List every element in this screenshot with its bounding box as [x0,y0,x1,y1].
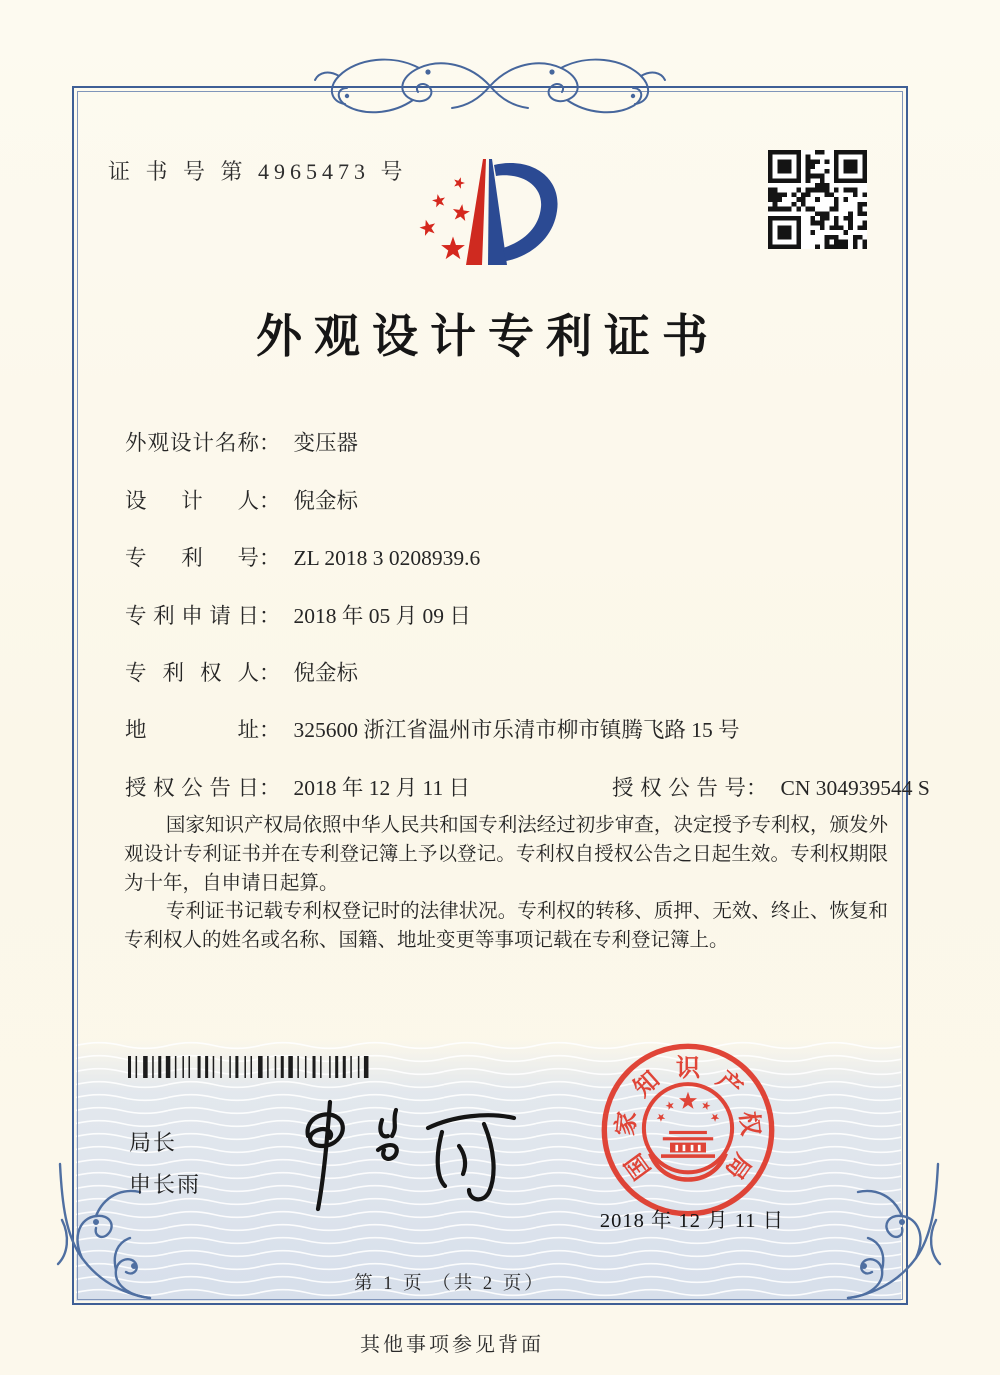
field-value: 2018 年 05 月 09 日 [293,604,471,628]
national-emblem [644,1084,732,1179]
field-row-design-name [125,426,358,457]
legal-paragraph-2: 专利证书记载专利权登记时的法律状况。专利权的转移、质押、无效、终止、恢复和专利权人的姓名或名称、国籍、地址变更等事项记载在专利登记簿上。 [124,901,888,952]
qr-code [768,150,867,249]
barcode [128,1056,373,1078]
field-row-address [125,713,740,744]
svg-text:产: 产 [711,1066,748,1103]
cnipa-red-seal [598,1040,778,1220]
seal-ring-text [612,1055,765,1184]
page-number-info: 第 1 页 （共 2 页） [354,1274,546,1294]
field-value: 倪金标 [293,489,359,513]
field-colon: ： [259,431,281,455]
svg-text:家: 家 [612,1110,642,1138]
legal-paragraph-1: 国家知识产权局依照中华人民共和国专利法经过初步审查，决定授予专利权，颁发外观设计专利证书并在专利登记簿上予以登记。专利权自授权公告之日起生效。专利权期限为十年，自申请日起算。 [124,815,888,894]
commissioner-name-label: 申长雨 [129,1172,202,1197]
field-value: 变压器 [293,431,359,455]
field-label: 授权公告日 [125,776,259,800]
legal-text-block [124,812,888,956]
field-row-filing-date [125,599,471,630]
field-row-patentee [125,656,358,687]
field-colon: ： [259,718,281,742]
svg-text:权: 权 [734,1110,764,1138]
svg-text:国: 国 [620,1148,657,1184]
svg-text:知: 知 [628,1066,665,1103]
field-value: ZL 2018 3 0208939.6 [293,546,481,570]
field-label: 专利号 [125,546,259,570]
field-label: 地址 [125,718,259,742]
field-label: 外观设计名称 [125,431,259,455]
svg-text:局: 局 [719,1148,756,1184]
svg-text:识: 识 [675,1055,701,1082]
handwritten-signature [278,1096,528,1214]
logo-spike-red [466,159,486,265]
field-colon: ： [259,661,281,685]
field-colon: ： [259,776,281,800]
field-label: 设计人 [125,489,259,513]
field-row-patent-number [125,541,480,572]
field-label: 专利权人 [125,661,259,685]
seal-date: 2018 年 12 月 11 日 [599,1210,785,1232]
grant-date-value: 2018 年 12 月 11 日 [293,776,471,800]
grant-number-value: CN 304939544 S [780,776,930,800]
field-value: 325600 浙江省温州市乐清市柳市镇腾飞路 15 号 [293,718,740,742]
field-row-grant [125,771,930,802]
field-colon: ： [259,489,281,513]
field-label: 专利申请日 [125,604,259,628]
field-colon: ： [259,604,281,628]
field-colon: ： [746,776,768,800]
top-scrollwork-ornament [283,50,697,122]
commissioner-title-label: 局长 [129,1130,178,1155]
back-side-note: 其他事项参见背面 [360,1334,544,1356]
certificate-title: 外观设计专利证书 [256,311,720,362]
grant-number-group [612,771,930,802]
field-colon: ： [259,546,281,570]
field-row-designer [125,484,358,515]
field-value: 倪金标 [293,661,359,685]
certificate-number: 证 书 号 第 4965473 号 [108,159,408,184]
field-label: 授权公告号 [612,776,746,800]
cnipa-patent-logo-icon [395,143,595,283]
